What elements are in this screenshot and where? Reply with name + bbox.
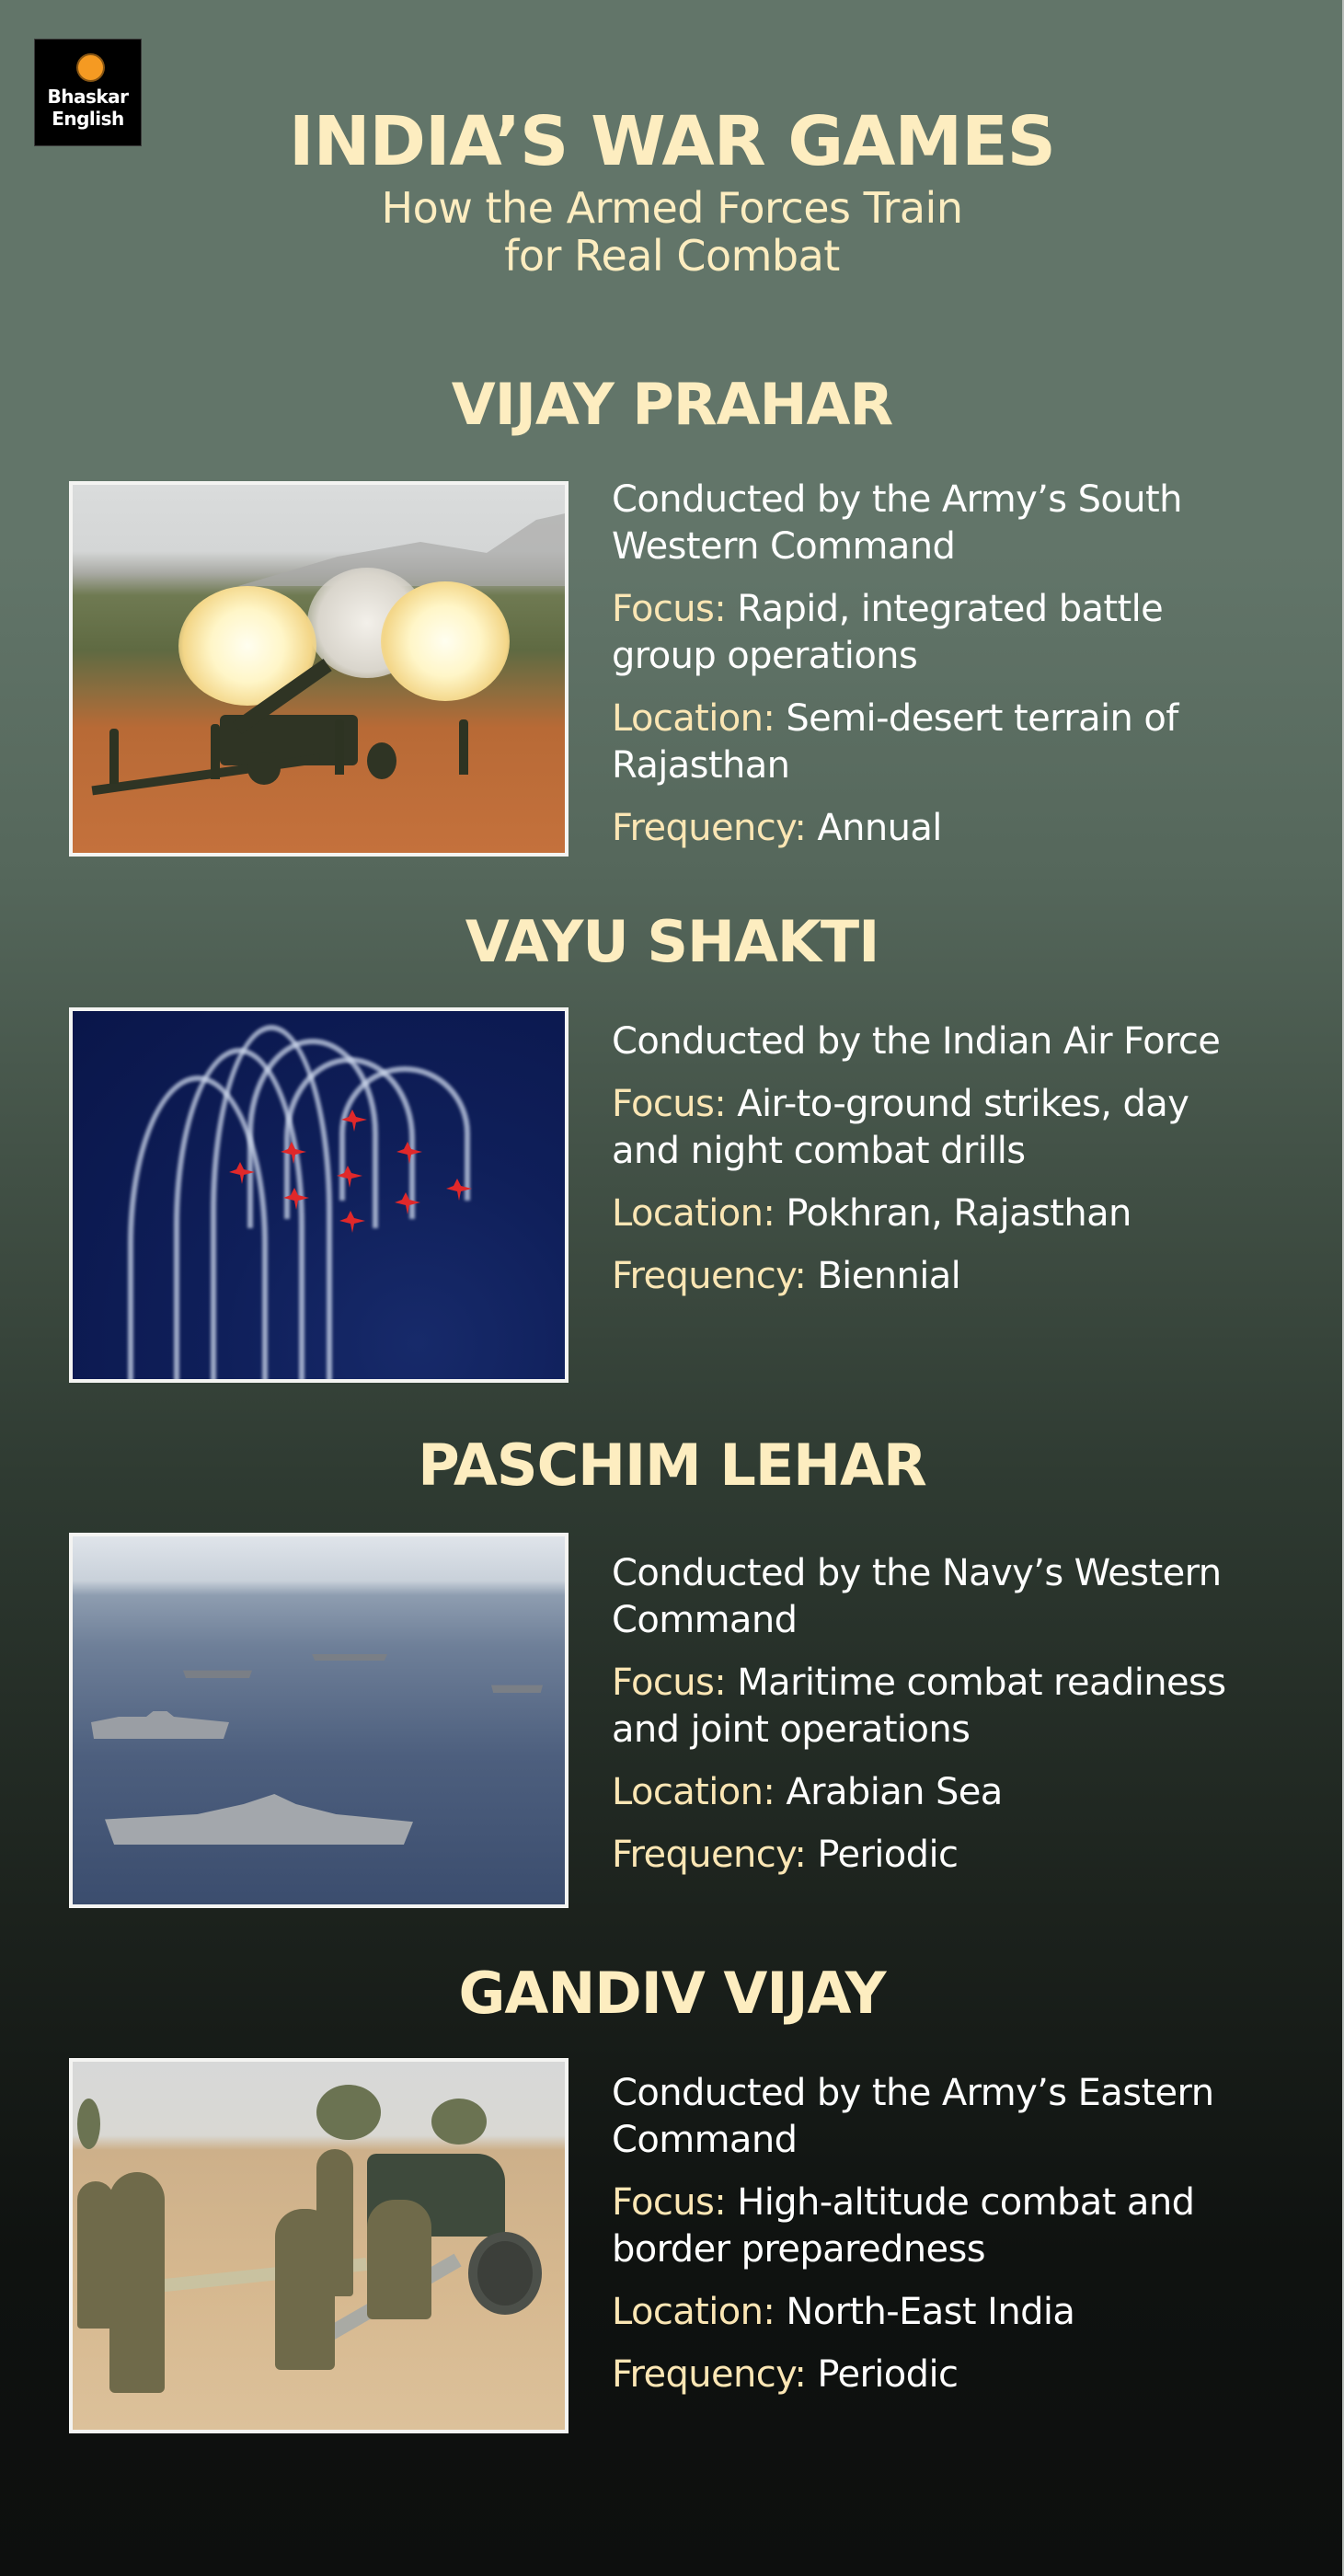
howitzer-wheel [468,2232,542,2315]
location-row [612,696,1256,789]
location-value: Semi-desert terrain of Rajasthan [612,697,1178,787]
focus-value: Rapid, integrated battle group operations [612,588,1164,677]
ship [105,1794,413,1845]
subtitle-line-1: How the Armed Forces Train [381,183,963,233]
soldier [211,724,220,779]
location-row [612,1769,1256,1816]
focus-value: High-altitude combat and border preparedness [612,2181,1195,2271]
location-row [612,2289,1256,2336]
frequency-label: Frequency: [612,1834,807,1876]
frequency-value: Periodic [817,1834,959,1876]
frequency-row [612,2352,1256,2398]
soldier [77,2181,114,2329]
focus-label: Focus: [612,2181,727,2224]
page-title: INDIA’S WAR GAMES [289,102,1055,181]
frequency-label: Frequency: [612,2353,807,2396]
subtitle-line-2: for Real Combat [504,231,840,281]
soldier [275,2209,335,2370]
focus-label: Focus: [612,1662,727,1704]
soldier [459,719,468,775]
location-row [612,1190,1256,1237]
focus-row [612,1660,1256,1754]
focus-label: Focus: [612,1083,727,1125]
page-subtitle [0,184,1344,280]
mountain-shape [238,512,569,586]
focus-label: Focus: [612,588,727,630]
conducted-by: Conducted by the Army’s South Western Command [612,478,1182,568]
howitzer-wheel [247,752,281,785]
location-value: North-East India [786,2291,1075,2333]
exercise-info-paschim-lehar [612,1550,1256,1894]
exercise-info-gandiv-vijay [612,2070,1256,2414]
howitzer-trail [92,754,321,796]
tree [431,2099,487,2145]
frequency-value: Periodic [817,2353,959,2396]
tree [77,2099,100,2149]
howitzer-wheel [367,742,396,779]
focus-value: Air-to-ground strikes, day and night combat drills [612,1083,1189,1172]
frequency-row [612,805,1256,852]
focus-row [612,1081,1256,1175]
ship [312,1651,387,1661]
location-label: Location: [612,1192,775,1235]
exercise-info-vijay-prahar [612,477,1256,868]
soldiers-howitzer-photo [69,2058,569,2433]
section-title-vayu-shakti: VAYU SHAKTI [465,908,879,975]
jet-formation-photo [69,1007,569,1383]
soldier [109,729,119,784]
exercise-info-vayu-shakti [612,1018,1256,1316]
logo-line-2: English [52,108,124,130]
frequency-label: Frequency: [612,807,807,849]
location-label: Location: [612,1771,775,1813]
frequency-row [612,1832,1256,1879]
location-label: Location: [612,697,775,740]
focus-row [612,2179,1256,2273]
tree [316,2085,381,2140]
soldier [367,2200,431,2319]
section-title-gandiv-vijay: GANDIV VIJAY [458,1960,886,2027]
soldier [335,719,344,775]
frequency-row [612,1253,1256,1300]
naval-ships-photo [69,1533,569,1908]
frequency-value: Biennial [817,1255,961,1297]
logo-line-1: Bhaskar [47,86,129,108]
section-title-paschim-lehar: PASCHIM LEHAR [418,1432,926,1499]
conducted-by: Conducted by the Army’s Eastern Command [612,2072,1214,2161]
section-title-vijay-prahar: VIJAY PRAHAR [451,371,893,438]
focus-row [612,586,1256,680]
jet-icons [73,1011,565,1379]
artillery-firing-photo [69,481,569,857]
sun-icon [78,55,103,80]
ship [91,1711,229,1739]
ship [491,1682,543,1693]
frequency-value: Annual [817,807,942,849]
soldier [109,2172,165,2393]
location-value: Arabian Sea [786,1771,1003,1813]
location-value: Pokhran, Rajasthan [786,1192,1131,1235]
ship [183,1667,252,1678]
focus-value: Maritime combat readiness and joint operations [612,1662,1226,1751]
frequency-label: Frequency: [612,1255,807,1297]
conducted-by: Conducted by the Indian Air Force [612,1020,1221,1063]
location-label: Location: [612,2291,775,2333]
conducted-by: Conducted by the Navy’s Western Command [612,1552,1222,1641]
muzzle-blast-right [381,581,510,701]
